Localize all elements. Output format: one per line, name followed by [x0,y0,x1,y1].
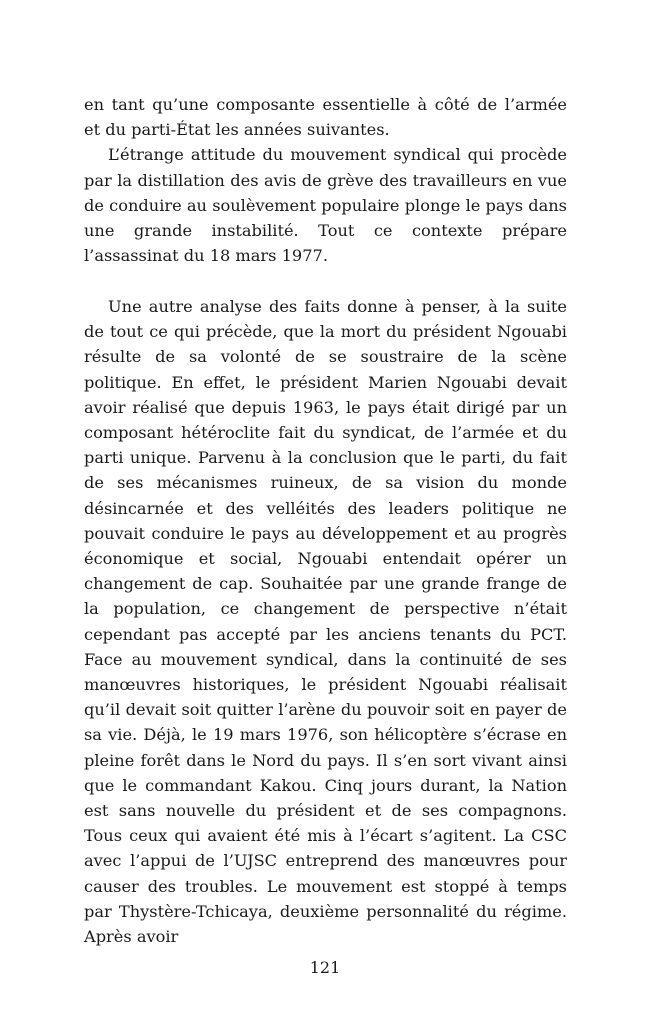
paragraph-ngouabi-analysis: Une autre analyse des faits donne à penser, à la suite de tout ce qui précède, que la mort du président Ngouabi résulte de sa volonté de se soustraire de la scène politique. En effet, le président Marien Ngouabi devait avoir réalisé que depuis 1963, le pays était dirigé par un composant hétéroclite fait du syndicat, de l’armée et du parti unique. Parvenu à la conclusion que le parti, du fait de ses mécanismes ruineux, de sa vision du monde désincarnée et des velléités des leaders politique ne pouvait conduire le pays au développement et au progrès économique et social, Ngouabi entendait opérer un changement de cap. Souhaitée par une grande frange de la population, ce changement de perspective n’était cependant pas accepté par les anciens tenants du PCT. Face au mouvement syndical, dans la continuité de ses manœuvres historiques, le président Ngouabi réalisait qu’il devait soit quitter l’arène du pouvoir soit en payer de sa vie. Déjà, le 19 mars 1976, son hélicoptère s’écrase en pleine forêt dans le Nord du pays. Il s’en sort vivant ainsi que le commandant Kakou. Cinq jours durant, la Nation est sans nouvelle du président et de ses compagnons. Tous ceux qui avaient été mis à l’écart s’agitent. La CSC avec l’appui de l’UJSC entreprend des manœuvres pour causer des troubles. Le mouvement est stoppé à temps par Thystère-Tchicaya, deuxième personnalité du régime. Après avoir [84,297,567,947]
text-block-main [84,294,567,949]
page-number: 121 [309,958,341,977]
paragraph-syndical-attitude: L’étrange attitude du mouvement syndical qui procède par la distillation des avis de grève des travailleurs en vue de conduire au soulèvement populaire plonge le pays dans une grande instabilité. Tout ce contexte prépare l’assassinat du 18 mars 1977. [84,145,567,266]
paragraph-continuation: en tant qu’une composante essentielle à côté de l’armée et du parti-État les années suivantes. [84,95,567,140]
text-block-top [84,92,567,268]
